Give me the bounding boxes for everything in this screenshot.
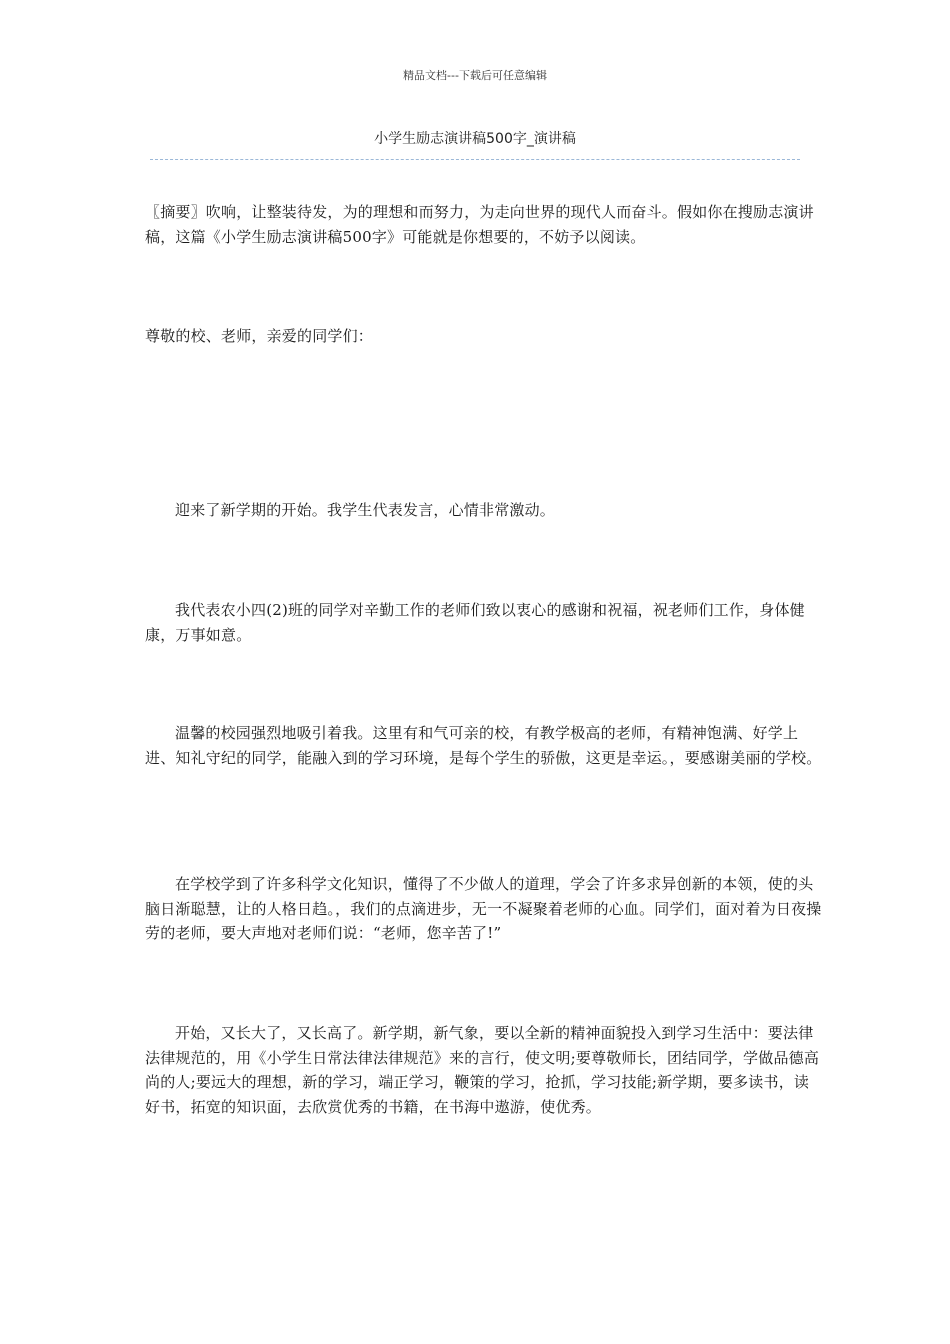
document-title: 小学生励志演讲稿500字_演讲稿 bbox=[374, 131, 576, 147]
body-paragraph-4: 在学校学到了许多科学文化知识，懂得了不少做人的道理，学会了许多求异创新的本领，使的头脑日渐聪慧，让的人格日趋。，我们的点滴进步，无一不凝聚着老师的心血。同学们，面对着为日夜操劳的老师，要大声地对老师们说：“老师，您辛苦了!” bbox=[145, 875, 822, 942]
body-paragraph-3: 温馨的校园强烈地吸引着我。这里有和气可亲的校，有教学极高的老师，有精神饱满、好学上进、知礼守纪的同学，能融入到的学习环境，是每个学生的骄傲，这更是幸运。，要感谢美丽的学校。 bbox=[145, 724, 822, 767]
greeting-line: 尊敬的校、老师，亲爱的同学们： bbox=[145, 327, 374, 345]
body-paragraph-2: 我代表农小四(2)班的同学对辛勤工作的老师们致以衷心的感谢和祝福，祝老师们工作，身体健康，万事如意。 bbox=[145, 601, 805, 644]
page-header: 精品文档---下载后可任意编辑 bbox=[403, 69, 547, 82]
body-paragraph-5: 开始，又长大了，又长高了。新学期，新气象，要以全新的精神面貌投入到学习生活中：要法律法律规范的，用《小学生日常法律法律规范》来的言行，使文明;要尊敬师长，团结同学，学做品德高尚的人;要远大的理想，新的学习，端正学习，鞭策的学习，抢抓，学习技能;新学期，要多读书，读好书，拓宽的知识面，去欣赏优秀的书籍，在书海中遨游，使优秀。 bbox=[145, 1024, 820, 1116]
body-paragraph-1: 迎来了新学期的开始。我学生代表发言，心情非常激动。 bbox=[175, 501, 556, 519]
abstract-paragraph: 〖摘要〗吹响，让整装待发，为的理想和而努力，为走向世界的现代人而奋斗。假如你在搜励志演讲稿，这篇《小学生励志演讲稿500字》可能就是你想要的，不妨予以阅读。 bbox=[145, 203, 814, 246]
title-divider bbox=[150, 159, 800, 160]
